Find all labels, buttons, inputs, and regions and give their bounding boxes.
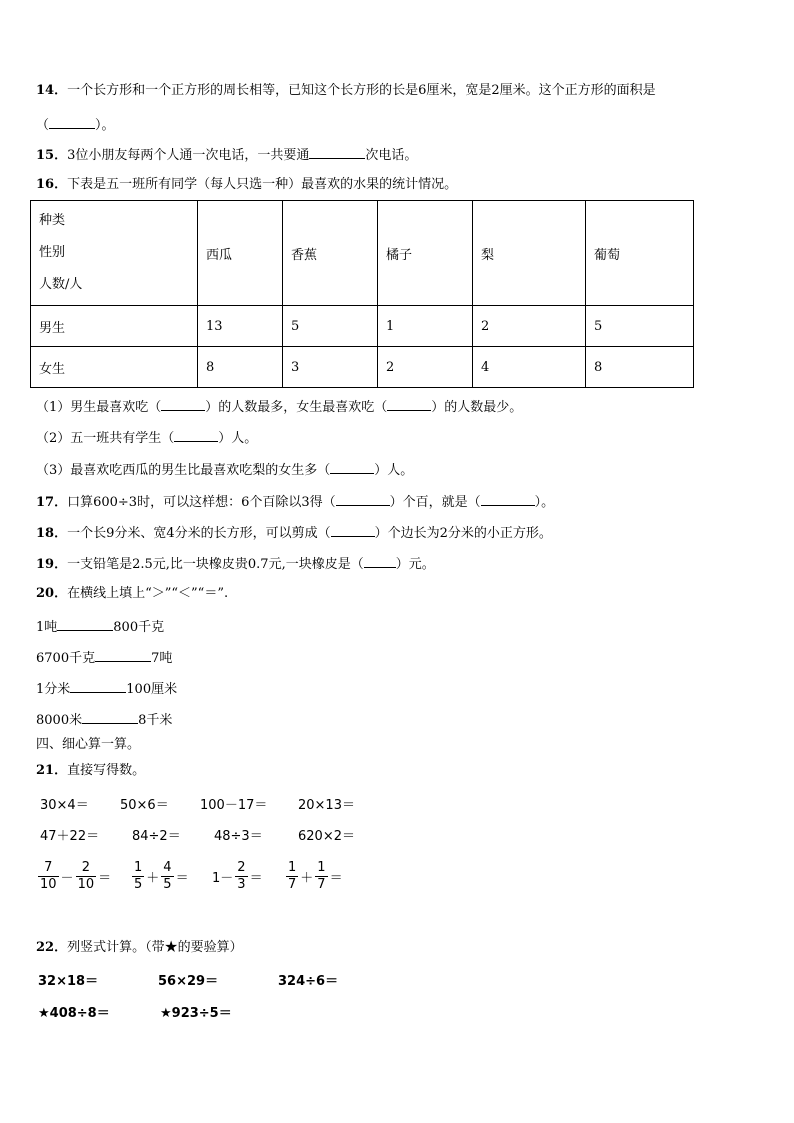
compare-right: 800千克 [113, 620, 165, 635]
compare-item [36, 617, 164, 637]
table-cell: 13 [198, 306, 283, 347]
answer-blank[interactable] [330, 460, 374, 474]
question-17 [36, 492, 554, 512]
question-number: 22． [36, 940, 68, 955]
answer-blank[interactable] [387, 397, 431, 411]
question-text: 一个长方形和一个正方形的周长相等，已知这个长方形的长是6厘米，宽是2厘米。这个正方形的面积是 [67, 83, 656, 98]
table-cell: 3 [283, 347, 378, 388]
compare-blank[interactable] [95, 648, 151, 662]
calc-item: 100－17＝ [200, 798, 268, 813]
question-text: 3位小朋友每两个人通一次电话，一共要通 [67, 148, 310, 163]
answer-blank[interactable] [49, 115, 95, 129]
compare-blank[interactable] [82, 710, 138, 724]
paren-open: （ [36, 118, 50, 133]
vertical-calc-item: ★923÷5＝ [160, 1006, 232, 1021]
section-heading: 四、细心算一算。 [36, 737, 141, 752]
question-number: 17． [36, 495, 68, 510]
vertical-calc-item: 32×18＝ [38, 974, 99, 989]
table-cell: 2 [378, 347, 473, 388]
calc-item: 20×13＝ [298, 798, 355, 813]
fraction: $\frac{4}{5}$ [163, 860, 172, 892]
fraction-calc: $\frac{7}{10}$ － $\frac{2}{10}$ ＝ [40, 860, 112, 892]
question-text: 次电话。 [365, 148, 418, 163]
vertical-calc-item: 56×29＝ [158, 974, 219, 989]
row-label: 女生 [31, 347, 198, 388]
table-row [31, 306, 694, 347]
compare-blank[interactable] [70, 679, 126, 693]
question-text: （2）五一班共有学生（ [36, 431, 175, 446]
calc-item: 48÷3＝ [214, 829, 263, 844]
table-header-corner [31, 201, 198, 306]
question-text: ）人。 [218, 431, 258, 446]
paren-close: ）。 [95, 118, 115, 133]
question-14 [36, 82, 656, 100]
calc-item: 30×4＝ [40, 798, 89, 813]
compare-blank[interactable] [57, 617, 113, 631]
question-number: 14． [36, 83, 68, 98]
compare-left: 6700千克 [36, 651, 96, 666]
question-number: 19． [36, 557, 68, 572]
table-cell: 2 [473, 306, 586, 347]
fraction-calc: $\frac{1}{7}$ ＋ $\frac{1}{7}$ ＝ [288, 860, 343, 892]
compare-left: 1分米 [36, 682, 71, 697]
compare-item [36, 648, 172, 668]
fruit-statistics-table [30, 200, 694, 388]
question-18 [36, 523, 552, 543]
question-text: 一支铅笔是2.5元,比一块橡皮贵0.7元,一块橡皮是（ [67, 557, 364, 572]
question-16-part-2 [36, 428, 257, 448]
fraction: $\frac{1}{5}$ [134, 860, 143, 892]
question-text: 列竖式计算。（带★的要验算） [67, 940, 243, 955]
question-20 [36, 585, 228, 603]
answer-blank[interactable] [364, 554, 396, 568]
compare-left: 8000米 [36, 713, 83, 728]
question-number: 21． [36, 763, 68, 778]
calc-item: 50×6＝ [120, 798, 169, 813]
fraction: $\frac{7}{10}$ [40, 860, 57, 892]
question-text: 在横线上填上“＞”“＜”“＝”. [67, 586, 229, 601]
question-14-answer-line [36, 115, 115, 135]
fruit-header: 葡萄 [586, 201, 694, 306]
question-number: 15． [36, 148, 68, 163]
answer-blank[interactable] [174, 428, 218, 442]
question-text: ）人。 [374, 463, 414, 478]
vertical-calc-item: ★408÷8＝ [38, 1006, 110, 1021]
compare-right: 7吨 [151, 651, 173, 666]
question-16-part-3 [36, 460, 413, 480]
fraction-calc: $\frac{1}{5}$ ＋ $\frac{4}{5}$ ＝ [134, 860, 189, 892]
question-text: （1）男生最喜欢吃（ [36, 400, 162, 415]
fraction: $\frac{1}{7}$ [288, 860, 297, 892]
row-label: 男生 [31, 306, 198, 347]
compare-left: 1吨 [36, 620, 58, 635]
fruit-header: 梨 [473, 201, 586, 306]
question-number: 16． [36, 177, 68, 192]
question-text: 口算600÷3时，可以这样想：6个百除以3得（ [67, 495, 336, 510]
question-text: ）元。 [395, 557, 435, 572]
answer-blank[interactable] [481, 492, 535, 506]
question-text: 下表是五一班所有同学（每人只选一种）最喜欢的水果的统计情况。 [67, 177, 458, 192]
table-cell: 8 [198, 347, 283, 388]
table-cell: 5 [586, 306, 694, 347]
question-text: ）。 [534, 495, 555, 510]
calc-item: 47＋22＝ [40, 829, 100, 844]
question-number: 20． [36, 586, 68, 601]
answer-blank[interactable] [161, 397, 205, 411]
answer-blank[interactable] [336, 492, 390, 506]
question-text: 直接写得数。 [67, 763, 146, 778]
fruit-header: 香蕉 [283, 201, 378, 306]
table-cell: 4 [473, 347, 586, 388]
compare-right: 100厘米 [126, 682, 178, 697]
fruit-header: 西瓜 [198, 201, 283, 306]
table-cell: 8 [586, 347, 694, 388]
question-text: ）个边长为2分米的小正方形。 [374, 526, 552, 541]
question-text: 一个长9分米、宽4分米的长方形，可以剪成（ [67, 526, 331, 541]
question-text: ）个百，就是（ [389, 495, 481, 510]
question-15 [36, 145, 417, 165]
compare-item [36, 710, 172, 730]
table-cell: 1 [378, 306, 473, 347]
fraction: $\frac{1}{7}$ [317, 860, 326, 892]
question-number: 18． [36, 526, 68, 541]
fraction: $\frac{2}{3}$ [237, 860, 246, 892]
table-row [31, 347, 694, 388]
question-text: （3）最喜欢吃西瓜的男生比最喜欢吃梨的女生多（ [36, 463, 331, 478]
fraction: $\frac{2}{10}$ [77, 860, 95, 892]
answer-blank[interactable] [331, 523, 375, 537]
question-16-part-1 [36, 397, 522, 417]
question-22 [36, 939, 243, 957]
fraction-calc: 1－ $\frac{2}{3}$ ＝ [212, 860, 263, 892]
compare-right: 8千米 [138, 713, 173, 728]
table-cell: 5 [283, 306, 378, 347]
question-19 [36, 554, 435, 574]
vertical-calc-item: 324÷6＝ [278, 974, 339, 989]
calc-item: 84÷2＝ [132, 829, 181, 844]
header-category: 种类 [39, 213, 66, 228]
header-count: 人数/人 [39, 277, 83, 292]
answer-blank[interactable] [309, 145, 365, 159]
question-text: ）的人数最少。 [431, 400, 523, 415]
question-16 [36, 176, 457, 194]
fruit-header: 橘子 [378, 201, 473, 306]
compare-item [36, 679, 177, 699]
question-text: ）的人数最多，女生最喜欢吃（ [205, 400, 388, 415]
question-21 [36, 762, 145, 780]
header-gender: 性别 [39, 245, 66, 260]
calc-item: 620×2＝ [298, 829, 355, 844]
